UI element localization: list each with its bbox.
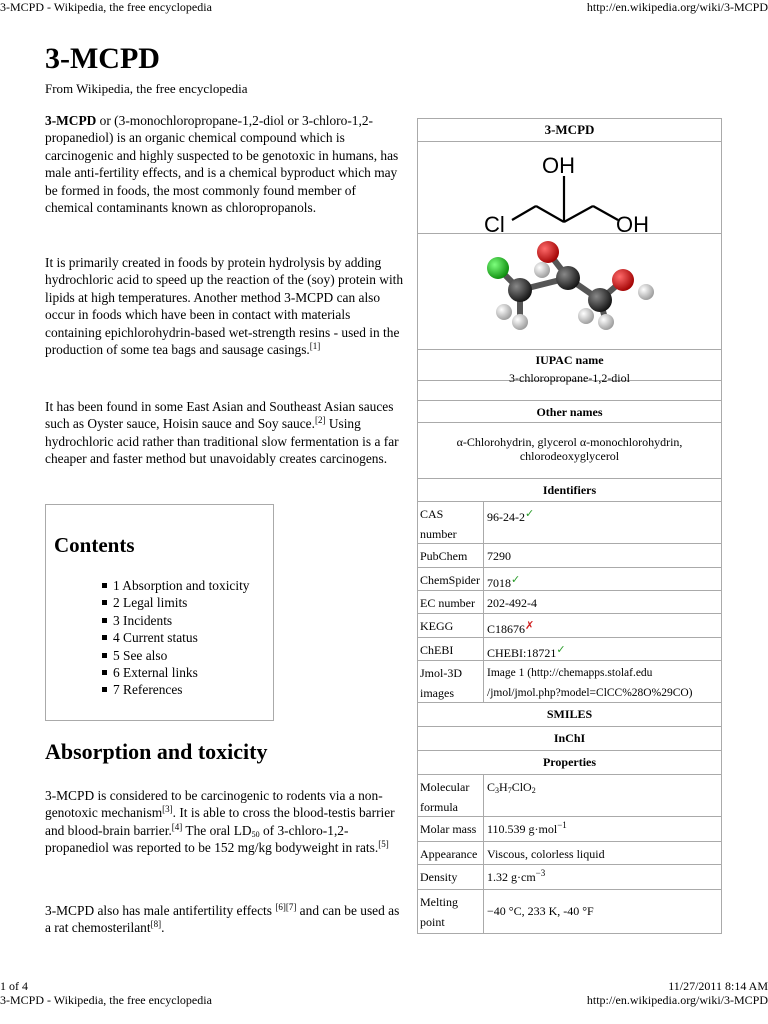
cas-value[interactable]: 96-24-2 bbox=[487, 510, 525, 524]
page-title: 3-MCPD bbox=[45, 42, 160, 75]
other-names-header: Other names bbox=[418, 401, 721, 423]
appearance-row bbox=[418, 842, 721, 865]
toc-list bbox=[102, 577, 250, 699]
intro-paragraph-2 bbox=[45, 254, 405, 358]
toc-item[interactable]: 2 Legal limits bbox=[102, 594, 250, 611]
molar-mass-value: 110.539 g·mol$^{-1}$ bbox=[487, 820, 567, 836]
oh-right-label: OH bbox=[616, 212, 649, 234]
intro-paragraph-3 bbox=[45, 398, 405, 468]
toc-item[interactable]: 3 Incidents bbox=[102, 612, 250, 629]
ref-link-6-7[interactable]: [6][7] bbox=[275, 902, 297, 912]
chebi-key: ChEBI bbox=[418, 638, 484, 660]
pubchem-row bbox=[418, 544, 721, 568]
formula-key: Molecular formula bbox=[418, 775, 484, 816]
properties-header: Properties bbox=[418, 751, 721, 775]
skeletal-formula-image bbox=[418, 142, 721, 234]
chebi-row bbox=[418, 638, 721, 661]
ref-link-1[interactable]: [1] bbox=[309, 341, 321, 352]
infobox-title: 3-MCPD bbox=[418, 119, 721, 142]
ec-row bbox=[418, 591, 721, 614]
toc-heading: Contents bbox=[54, 533, 135, 557]
molar-mass-row bbox=[418, 817, 721, 842]
density-value: 1.32 $g\cdot cm^{-3}$ bbox=[487, 868, 546, 884]
ec-value[interactable]: 202-492-4 bbox=[487, 596, 537, 610]
intro-text-3a: It has been found in some East Asian and Southeast Asian sauces such as Oyster sauce, Hoisin sauce and Soy sauce. bbox=[45, 399, 394, 432]
formula-value: $C_3H_7ClO_2$ bbox=[487, 780, 536, 795]
ref-link-8[interactable]: [8] bbox=[150, 919, 162, 930]
cas-row bbox=[418, 502, 721, 544]
toc-item[interactable]: 1 Absorption and toxicity bbox=[102, 577, 250, 594]
page-subtitle: From Wikipedia, the free encyclopedia bbox=[45, 81, 248, 96]
check-icon: ✓ bbox=[525, 508, 535, 520]
chemspider-value[interactable]: 7018 bbox=[487, 576, 511, 590]
kegg-row bbox=[418, 614, 721, 638]
cas-key: CAS number bbox=[418, 502, 484, 543]
appearance-key: Appearance bbox=[418, 842, 484, 864]
jmol-row bbox=[418, 661, 721, 703]
absorption-paragraph-1: 3-MCPD is considered to be carcinogenic to rodents via a non-genotoxic mechanism[3]. It is able to cross the blood-testis barrier and blood-brain barrier.[4] The oral $LD_{50}$ of 3-chloro-1,2-propanediol was reported to be 152 mg/kg bodyweight in rats.[5] bbox=[45, 788, 395, 856]
chembox-infobox bbox=[417, 118, 722, 934]
iupac-value: 3-chloropropane-1,2-diol bbox=[418, 372, 721, 401]
formula-row bbox=[418, 775, 721, 817]
smiles-toggle[interactable]: SMILES bbox=[418, 703, 721, 727]
ball-and-stick-image bbox=[418, 234, 721, 350]
jmol-value[interactable]: Image 1 (http://chemapps.stolaf.edu /jmol/jmol.php?model=ClCC%28O%29CO) bbox=[487, 667, 693, 699]
appearance-value: Viscous, colorless liquid bbox=[487, 847, 605, 861]
identifiers-header: Identifiers bbox=[418, 479, 721, 502]
toc-item[interactable]: 7 References bbox=[102, 681, 250, 698]
density-key: Density bbox=[418, 865, 484, 889]
iupac-header: IUPAC name bbox=[418, 350, 721, 381]
chemspider-key: ChemSpider bbox=[418, 568, 484, 590]
section-heading-absorption: Absorption and toxicity bbox=[45, 739, 268, 764]
intro-paragraph-1 bbox=[45, 112, 405, 216]
table-of-contents bbox=[45, 504, 274, 721]
print-footer-date: 11/27/2011 8:14 AM bbox=[668, 979, 768, 993]
ec-key: EC number bbox=[418, 591, 484, 613]
ref-link-5[interactable]: [5] bbox=[378, 839, 389, 850]
melting-point-row bbox=[418, 890, 721, 933]
jmol-key: Jmol-3D images bbox=[418, 661, 484, 702]
melting-key: Melting point bbox=[418, 890, 484, 933]
print-header-title: 3-MCPD - Wikipedia, the free encyclopedia bbox=[0, 0, 212, 14]
chebi-value[interactable]: CHEBI:18721 bbox=[487, 646, 557, 660]
print-header-url: http://en.wikipedia.org/wiki/3-MCPD bbox=[586, 0, 768, 14]
intro-bold-term: 3-MCPD bbox=[45, 113, 97, 128]
print-footer-title: 3-MCPD - Wikipedia, the free encyclopedia bbox=[0, 993, 212, 1007]
melting-value: −40 °C, 233 K, -40 °F bbox=[487, 904, 594, 918]
toc-item[interactable]: 4 Current status bbox=[102, 629, 250, 646]
print-footer-page: 1 of 4 bbox=[0, 979, 28, 993]
kegg-value[interactable]: C18676 bbox=[487, 622, 526, 636]
cross-icon: ✗ bbox=[525, 620, 535, 632]
kegg-key: KEGG bbox=[418, 614, 484, 637]
chemspider-row bbox=[418, 568, 721, 591]
ref-link-2[interactable]: [2] bbox=[314, 415, 326, 426]
oh-top-label: OH bbox=[542, 153, 575, 178]
ball-and-stick-model bbox=[418, 234, 721, 350]
intro-text-3b: Using hydrochloric acid rather than traditional slow fermentation is a far cheaper and faster method but unavoidably creates carcinogens. bbox=[45, 416, 399, 467]
inchi-toggle[interactable]: InChI bbox=[418, 727, 721, 751]
ref-link-3[interactable]: [3] bbox=[162, 804, 173, 815]
density-row bbox=[418, 865, 721, 890]
intro-text-2: It is primarily created in foods by protein hydrolysis by adding hydrochloric acid to speed up the reaction of the (soy) protein with lipids at high temperatures. Another method 3-MCPD can also occur in foods which have been in contact with materials containing epichlorohydrin-based wet-strength resins - used in the production of some tea bags and sausage casings. bbox=[45, 255, 404, 358]
cl-label: Cl bbox=[484, 212, 505, 234]
absorption-paragraph-2: 3-MCPD also has male antifertility effects [6][7] and can be used as a rat chemosterilant[8]. bbox=[45, 902, 400, 936]
check-icon: ✓ bbox=[556, 644, 566, 656]
other-names-value: α-Chlorohydrin, glycerol α-monochlorohydrin, chlorodeoxyglycerol bbox=[418, 423, 721, 479]
ref-link-4[interactable]: [4] bbox=[171, 821, 183, 832]
check-icon: ✓ bbox=[511, 574, 521, 586]
pubchem-value[interactable]: 7290 bbox=[487, 549, 511, 563]
toc-item[interactable]: 6 External links bbox=[102, 664, 250, 681]
structure-diagram bbox=[418, 142, 721, 234]
pubchem-key: PubChem bbox=[418, 544, 484, 567]
molar-mass-key: Molar mass bbox=[418, 817, 484, 841]
toc-item[interactable]: 5 See also bbox=[102, 647, 250, 664]
print-footer-url: http://en.wikipedia.org/wiki/3-MCPD bbox=[586, 993, 768, 1007]
intro-text-1: or (3-monochloropropane-1,2-diol or 3-chloro-1,2-propanediol) is an organic chemical compound which is carcinogenic and highly suspected to be genotoxic in humans, has male anti-fertility effects, and is a chemical byproduct which may be formed in foods, the most commonly found member of chemical contaminants known as chloropropanols. bbox=[45, 113, 399, 216]
